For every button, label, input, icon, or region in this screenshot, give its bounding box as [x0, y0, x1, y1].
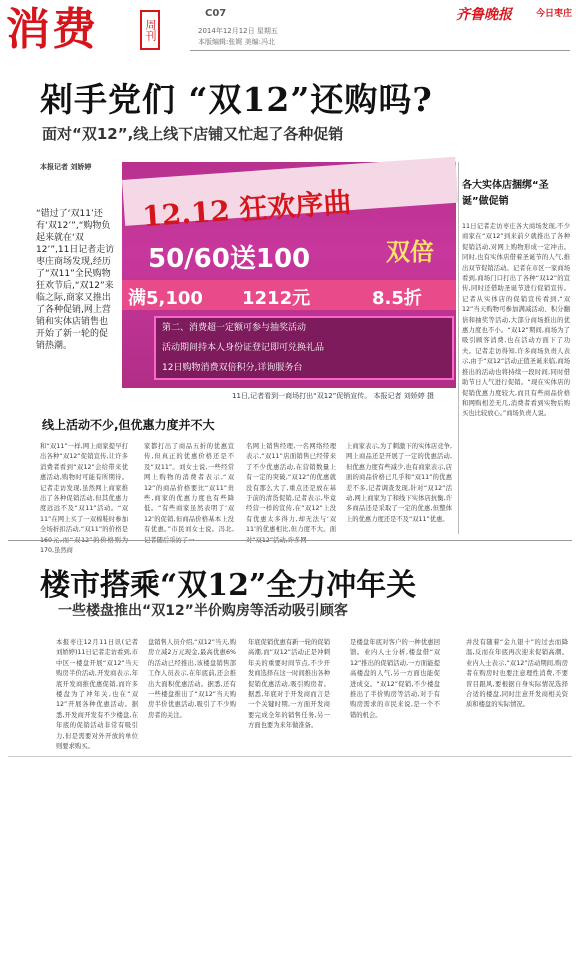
issue-editor: 本版编辑:张娓 美编:冯北	[198, 38, 275, 46]
article-column: 家都打出了商品五折的优惠宣传,但真正的优惠价格还是不及“双11”。刘女士说,一些经常网上购物的消费者表示,“双12”的商品价格要比“双11”贵些,商家的优惠力度也有些降低。“有些商家虽然表明了‘双12’的促销,但商品价格基本上没有优惠。”市民刘女士说。冯北,	[144, 443, 234, 534]
article-byline: 本报记者 刘娇婷	[40, 163, 92, 171]
photo-promo-main: 50/60送100	[148, 244, 311, 274]
photo-promo-mid: 1212元	[242, 288, 311, 309]
section-sub-label: 周刊	[140, 10, 160, 50]
article-divider	[8, 540, 572, 541]
article-column: 和“双11”一样,网上商家提早打出各种“双12”促销宣传,让许多消费者看到“双12”会给带来优惠活动,购物时可能有所期待。记者走访发现,虽然网上商家推出了各种促销活动,但其优惠力度远远不及“双11”活动。“双11”在网上买了一双棉鞋时参加全场折扣活动,“双11”的价格是 170,虽然商	[40, 443, 128, 555]
issue-meta	[198, 26, 278, 48]
article-subheadline: 面对“双12”,线上线下店铺又忙起了各种促销	[42, 125, 344, 143]
page-number: C07	[205, 8, 227, 19]
article-column: 是楼盘年底对客户的一种优惠回馈。业内人士分析,楼盘借“双12”推出的促销活动,一方面能提高楼盘的人气,另一方面也能促进成交。“双12”促销,不少楼盘推出了半价购房等活动,对于有购房需求的市民来说,是一个不错的机会。	[350, 639, 440, 719]
article-headline: 楼市搭乘“双12”全力冲年关	[40, 568, 417, 603]
photo-info-line: 12日购物消费双倍积分,详询服务台	[162, 363, 303, 373]
page-bottom-rule	[8, 756, 572, 757]
issue-date: 2014年12月12日 星期五	[198, 27, 278, 35]
photo-info-line: 活动期间持本人身份证登记即可兑换礼品	[162, 343, 325, 353]
photo-promo-side: 双倍	[386, 238, 434, 266]
masthead	[0, 0, 580, 64]
sidebar-headline: 各大实体店捆绑“圣诞”做促销	[462, 180, 549, 207]
article-subheadline: 一些楼盘推出“双12”半价购房等活动吸引顾客	[58, 603, 348, 619]
photo-promo-left: 满5,100	[128, 288, 203, 309]
sidebar-body: 11日记者走访枣庄各大商场发现,不少商家在“双12”到来前夕就推出了各种促销活动,对网上购物形成一定冲击。同时,也有实体店借着圣诞节的人气,推出双节促销活动。记者在市区一家商场看到,商场门口打出了各种“双12”的宣传,同时还借助圣诞节进行促销宣传。记者从实体店的促销宣传看到,“双12”当天购物可参加满减活动、积分翻倍和抽奖等活动,大部分商场推出的优惠力度也不小。“双12”期间,商场为了吸引顾客消费,也在活动方面下了功夫。记者走访得知,许多商场负责人表示,由于“双12”活动正值圣诞来临,商场推出的活动也将持续一段时间,同时借助节日人气进行促销。“现在实体店的促销优惠力度较大,而且有些商品价格和网购相差无几,消费者看到实物后购买也比较放心。”商场负责人说。	[462, 223, 570, 418]
article-column: 年底促销优惠有新一轮的促销高潮,而“双12”活动正是冲刺年关的重要时间节点,不少开发商选择在这一时间推出各种促销优惠活动,吸引购房者。据悉,年底对于开发商而言是一个关键时期,一方面开发商要完成全年的销售任务,另一方面也要为来年做准备。	[248, 639, 330, 730]
photo-info-line: 第二、消费超一定额可参与抽奖活动	[162, 323, 307, 333]
article-column: 本报枣庄12月11日讯(记者 刘娇婷)11日记者走访看到,市中区一楼盘开展“双12”当天购房半价活动,开发商表示,年底开发商推优惠促销,而许多楼盘为了冲年关,也在“双12”开展各种优惠活动。据悉,开发商开发有不少楼盘,在年底的促销活动非常有吸引力,但是需要对外开放的单位则要求购买。	[56, 639, 138, 751]
section-subheading: 线上活动不少,但优惠力度并不大	[42, 418, 215, 432]
article-column: 上商家表示,为了刺激下的实体店竞争,网上商品还是开展了一定的优惠活动,但优惠力度有些减少,也有商家表示,店面的商品价格已几乎和“双11”的优惠差不多,记者调查发现,针对“双12”活动,网上商家为了和线下实体店抗衡,许多商品还是采取了一定的优惠,但整体上的优惠力度还是不及“双11”优惠。	[346, 443, 452, 523]
paper-edition-tag: 今日枣庄	[535, 9, 572, 19]
photo-banner-text: 12.12 狂欢序曲	[141, 185, 353, 234]
paper-name: 齐鲁晚报	[456, 7, 512, 23]
article-headline: 剁手党们 “双12”还购吗?	[40, 80, 433, 119]
photo-promo-row	[122, 280, 456, 310]
column-divider	[458, 162, 459, 534]
article-column: 并没有随着“金九银十”的过去而降温,反而在年底再次迎来促销高潮。业内人士表示,“双12”活动期间,购房者在购房时也要注意理性消费,不要盲目跟风,要根据自身实际情况选择合适的楼盘,同时注意开发商相关资质和楼盘的实际情况。	[466, 639, 568, 709]
photo-caption: 11日,记者看到一商场打出“双12”促销宣传。 本报记者 刘娇婷 摄	[232, 392, 434, 400]
photo-promo-right: 8.5折	[372, 288, 422, 309]
article-lead-quote: “错过了‘双11’还有‘双12’”,“购物负起来就在‘双12’”,11日记者走访枣庄商场发现,经历了“双11”全民购物狂欢节后,“双12”来临之际,商家又推出了各种促销,网上营销和实体店销售也开始了新一轮的促销热潮。	[36, 209, 115, 351]
article-column: 盘销售人员介绍,“双12”当天,购房立减2万元现金,最高优惠6%的活动已经推出,该楼盘销售部工作人员表示,在年底前,还会推出大面积优惠活动。据悉,还有一些楼盘推出了“双12”当天购房半价优惠活动,吸引了不少购房者的关注。	[148, 639, 236, 719]
photo-info-board	[154, 316, 454, 380]
masthead-rule	[190, 50, 570, 51]
article-column: 名网上销售经理,一名网络经理表示,“双11”店面销售已经带来了不少优惠活动,在营销数量上有一定的突破,“双12”的优惠就没有那么大了,重点还是放在基于前的清货促销,记者表示,毕竟经营一样的宣传,在“双12”上没有优惠太多得力,却无法与‘双11’的优惠相比,但力度不大。面	[246, 443, 336, 534]
news-photo	[122, 162, 456, 388]
section-logo: 消费	[6, 4, 98, 55]
